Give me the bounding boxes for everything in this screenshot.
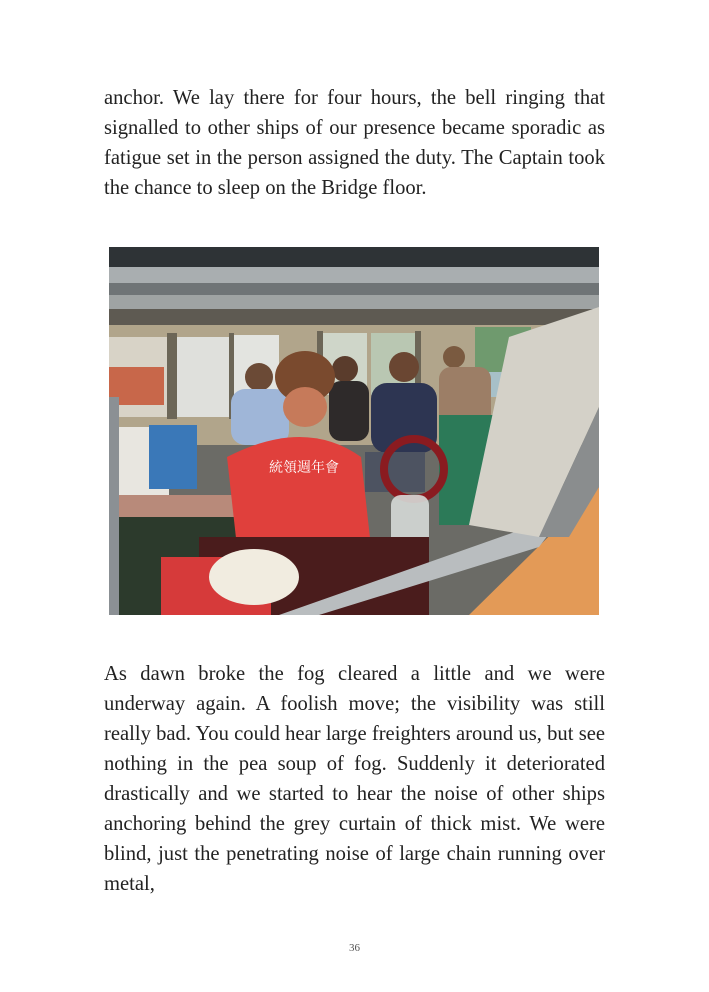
shirt-text: 統領週年會 [269, 460, 339, 476]
page-number: 36 [349, 942, 360, 954]
paragraph-2: As dawn broke the fog cleared a little and we were underway again. A foolish move; the visibility was still really bad. You could hear large freighters around us, but see nothing in the pea soup of fog. Suddenly it deteriorated drastically and we started to hear the noise of other ships anchoring behind the grey curtain of thick mist. We were blind, just the penetrating noise of large chain running over metal, [104, 663, 605, 895]
paragraph-1: anchor. We lay there for four hours, the bell ringing that signalled to other ships of our presence became sporadic as fatigue set in the person assigned the duty. The Captain took the chance to sleep on the Bridge floor. [104, 87, 605, 199]
ship-bridge-photo [109, 247, 599, 615]
